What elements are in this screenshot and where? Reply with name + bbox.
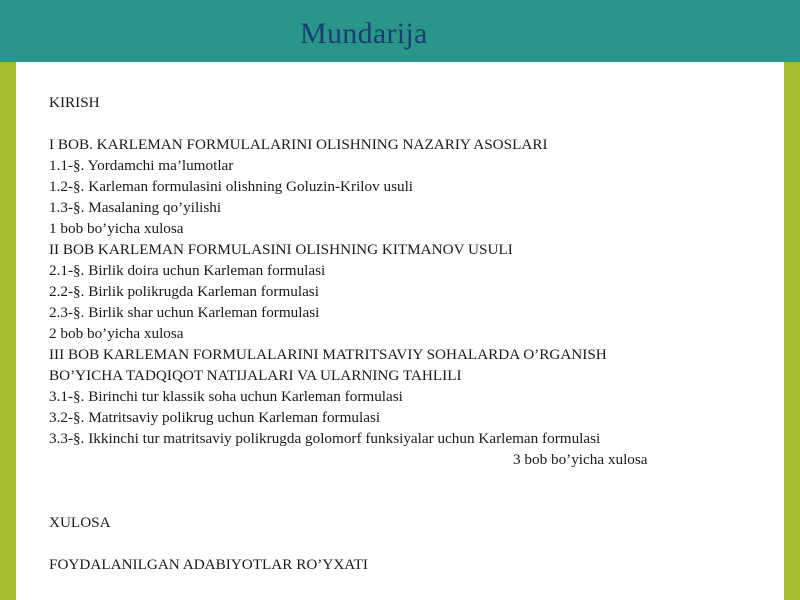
toc-chapter-1-title: I BOB. KARLEMAN FORMULALARINI OLISHNING NAZARIY ASOSLARI: [49, 136, 548, 153]
toc-item: 1.1-§. Yordamchi ma’lumotlar: [49, 157, 234, 174]
spacer: [49, 113, 769, 134]
toc-item: 3.3-§. Ikkinchi tur matritsaviy polikrugda golomorf funksiyalar uchun Karleman formulasi: [49, 430, 601, 447]
header-band: [0, 0, 800, 62]
toc-item: 3.2-§. Matritsaviy polikrug uchun Karleman formulasi: [49, 409, 381, 426]
slide-title: Mundarija: [300, 17, 428, 50]
toc-intro: KIRISH: [49, 94, 100, 111]
toc-item: 3.1-§. Birinchi tur klassik soha uchun Karleman formulasi: [49, 388, 403, 405]
toc-item: 2.3-§. Birlik shar uchun Karleman formulasi: [49, 304, 320, 321]
toc-conclusion: XULOSA: [49, 514, 111, 531]
toc-chapter-3-title-line-2: BO’YICHA TADQIQOT NATIJALARI VA ULARNING TAHLILI: [49, 367, 462, 384]
table-of-contents: [49, 92, 769, 575]
toc-chapter-2-summary: 2 bob bo’yicha xulosa: [49, 325, 184, 342]
toc-chapter-2-title: II BOB KARLEMAN FORMULASINI OLISHNING KITMANOV USULI: [49, 241, 513, 258]
toc-chapter-3-summary: 3 bob bo’yicha xulosa: [513, 451, 648, 468]
content-panel: [16, 62, 784, 600]
toc-item: 1.2-§. Karleman formulasini olishning Goluzin-Krilov usuli: [49, 178, 414, 195]
toc-item: 2.1-§. Birlik doira uchun Karleman formulasi: [49, 262, 326, 279]
toc-chapter-1-summary: 1 bob bo’yicha xulosa: [49, 220, 184, 237]
spacer: [49, 470, 769, 512]
toc-item: 1.3-§. Masalaning qo’yilishi: [49, 199, 222, 216]
toc-references: FOYDALANILGAN ADABIYOTLAR RO’YXATI: [49, 556, 368, 573]
toc-item: 2.2-§. Birlik polikrugda Karleman formulasi: [49, 283, 319, 300]
toc-chapter-3-title-line-1: III BOB KARLEMAN FORMULALARINI MATRITSAVIY SOHALARDA O’RGANISH: [49, 346, 607, 363]
spacer: [49, 533, 769, 554]
